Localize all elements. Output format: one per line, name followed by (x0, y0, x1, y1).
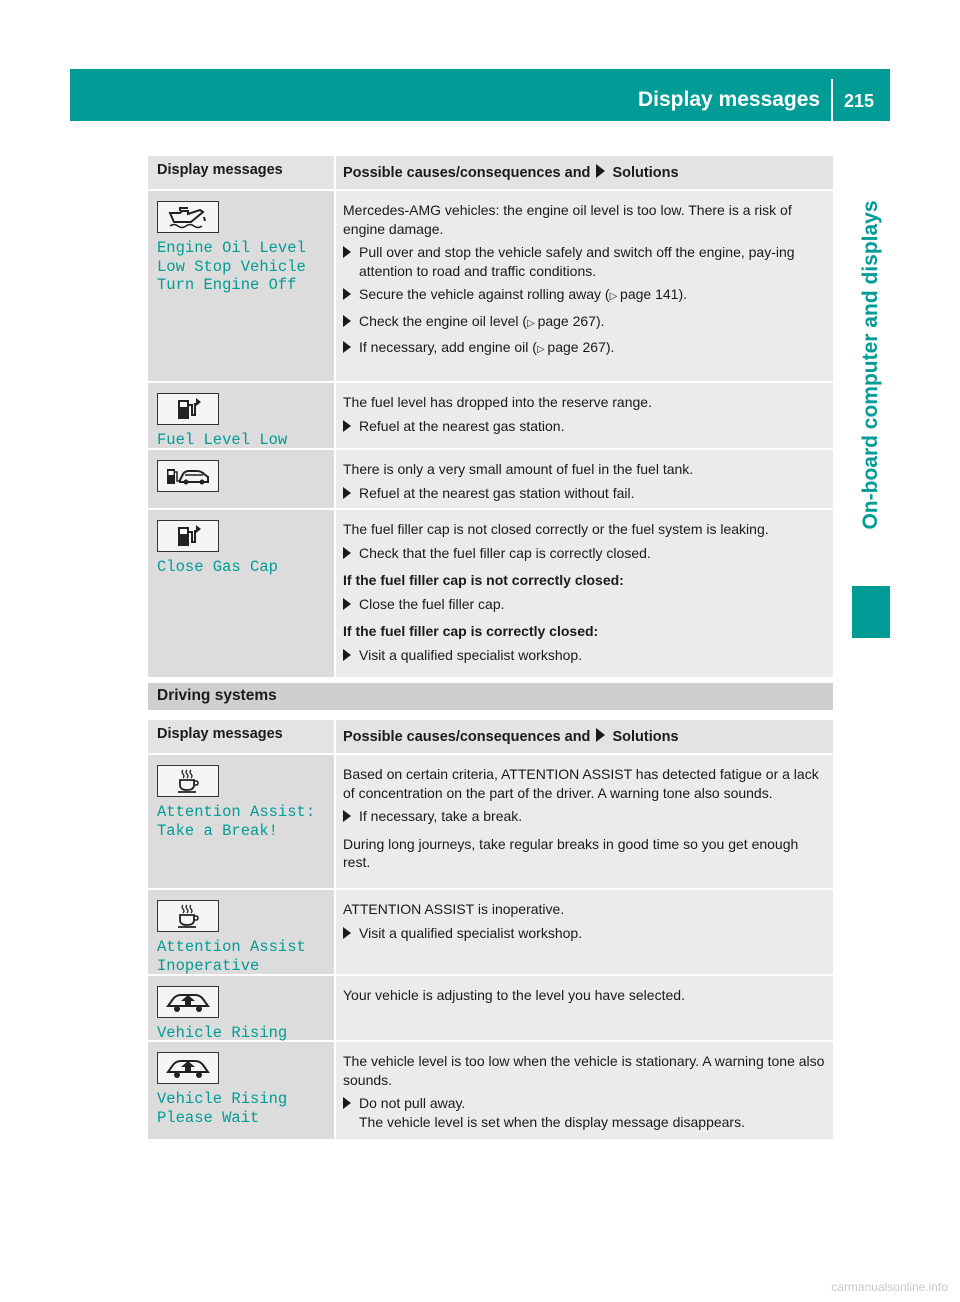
col-header-causes-text: Possible causes/consequences and (343, 165, 591, 181)
cause-text: ATTENTION ASSIST is inoperative. (343, 901, 565, 917)
solution-step (343, 285, 827, 307)
advice-text: During long journeys, take regular breaks in good time so you get enough rest. (343, 835, 799, 870)
step-text-part: If necessary, add engine oil ( (359, 339, 537, 355)
table-row (148, 976, 833, 1042)
page-ref-icon: ▷ (609, 291, 621, 302)
page-ref-icon: ▷ (536, 344, 548, 355)
page-title: Display messages (638, 88, 821, 111)
step-text-line: The vehicle level is set when the display message disappears. (359, 1113, 745, 1130)
step-text: Refuel at the nearest gas station without fail. (359, 484, 635, 501)
table-display-messages (148, 156, 833, 679)
action-arrow-icon (596, 728, 605, 742)
step-text: Pull over and stop the vehicle safely and switch off the engine, pay-ing attention to road and traffic conditions. (359, 244, 795, 279)
step-text: Visit a qualified specialist workshop. (359, 924, 583, 941)
solution-cell (336, 510, 833, 677)
message-cell (148, 450, 336, 508)
page-reference-link[interactable]: page 267). (547, 339, 615, 355)
action-arrow-icon (343, 544, 359, 564)
fuel-pump-icon (157, 520, 219, 552)
solution-step (343, 646, 827, 666)
display-message-text: Attention Assist Inoperative (157, 938, 306, 975)
display-message-text: Attention Assist: Take a Break! (157, 803, 316, 840)
message-cell (148, 976, 336, 1040)
solution-cell (336, 450, 833, 508)
col-header-causes (336, 156, 833, 189)
action-arrow-icon (596, 164, 605, 178)
page-reference-link[interactable]: page 267). (537, 312, 605, 329)
display-message-text: Close Gas Cap (157, 558, 278, 576)
col-header-display-messages: Display messages (148, 156, 336, 189)
action-arrow-icon (343, 312, 359, 334)
table-row (148, 450, 833, 510)
table-header-row (148, 720, 833, 755)
table-header-row (148, 156, 833, 191)
table-row (148, 510, 833, 679)
footer-watermark: carmanualsonline.info (831, 1280, 948, 1294)
display-message-text: Engine Oil Level Low Stop Vehicle Turn Engine Off (157, 239, 306, 294)
side-marker (852, 586, 890, 638)
condition-heading: If the fuel filler cap is correctly closed: (343, 623, 599, 639)
cause-text: Based on certain criteria, ATTENTION ASSIST has detected fatigue or a lack of concentration on the part of the driver. A warning tone also sounds. (343, 766, 819, 801)
step-text-part: Check the engine oil level ( (359, 312, 528, 329)
cause-text: There is only a very small amount of fuel in the fuel tank. (343, 461, 694, 477)
solution-step (343, 1094, 827, 1131)
action-arrow-icon (343, 1094, 359, 1131)
table-row (148, 890, 833, 976)
solution-cell (336, 755, 833, 888)
action-arrow-icon (343, 285, 359, 307)
display-message-text: Vehicle Rising (157, 1024, 288, 1042)
display-message-text: Fuel Level Low (157, 431, 288, 449)
solution-step (343, 544, 827, 564)
col-header-solutions: Solutions (612, 729, 679, 745)
action-arrow-icon (343, 417, 359, 437)
section-title: Driving systems (157, 687, 277, 704)
action-arrow-icon (343, 807, 359, 827)
solution-step (343, 243, 827, 280)
fuel-car-icon (157, 460, 219, 492)
page-number: 215 (844, 91, 875, 111)
step-text (359, 285, 687, 307)
action-arrow-icon (343, 595, 359, 615)
step-text (359, 312, 605, 334)
step-text (359, 1094, 745, 1131)
table-row (148, 191, 833, 383)
action-arrow-icon (343, 243, 359, 280)
solution-step (343, 312, 827, 334)
cause-text: The fuel filler cap is not closed correctly or the fuel system is leaking. (343, 521, 769, 537)
coffee-cup-icon (157, 900, 219, 932)
step-text: Refuel at the nearest gas station. (359, 417, 565, 434)
display-message-text: Vehicle Rising Please Wait (157, 1090, 288, 1127)
cause-text: Your vehicle is adjusting to the level you have selected. (343, 987, 685, 1003)
table-row (148, 755, 833, 890)
side-label-text: On-board computer and displays (859, 200, 882, 530)
action-arrow-icon (343, 924, 359, 944)
page-header (70, 69, 890, 121)
solution-step (343, 484, 827, 504)
section-heading-bar (148, 683, 833, 710)
condition-heading: If the fuel filler cap is not correctly closed: (343, 572, 624, 588)
step-text-part: Secure the vehicle against rolling away ( (359, 286, 610, 302)
cause-text: The vehicle level is too low when the vehicle is stationary. A warning tone also sounds. (343, 1053, 825, 1088)
step-text: Visit a qualified specialist workshop. (359, 646, 583, 663)
message-cell (148, 510, 336, 677)
fuel-pump-icon (157, 393, 219, 425)
action-arrow-icon (343, 338, 359, 360)
solution-step (343, 338, 827, 360)
solution-cell (336, 890, 833, 974)
col-header-causes (336, 720, 833, 753)
cause-text: Mercedes-AMG vehicles: the engine oil level is too low. There is a risk of engine damage. (343, 202, 792, 237)
solution-cell (336, 976, 833, 1040)
page-reference-link[interactable]: page 141). (620, 286, 687, 302)
vehicle-level-icon (157, 986, 219, 1018)
action-arrow-icon (343, 646, 359, 666)
col-header-display-messages: Display messages (148, 720, 336, 753)
table-row (148, 383, 833, 450)
solution-step (343, 807, 827, 827)
step-text-line: Do not pull away. (359, 1095, 466, 1111)
solution-step (343, 595, 827, 615)
side-chapter-label (852, 145, 890, 585)
header-divider (831, 79, 833, 121)
vehicle-level-icon (157, 1052, 219, 1084)
table-driving-systems (148, 720, 833, 1141)
message-cell (148, 1042, 336, 1139)
action-arrow-icon (343, 484, 359, 504)
col-header-causes-text: Possible causes/consequences and (343, 729, 591, 745)
message-cell (148, 191, 336, 381)
step-text: Close the fuel filler cap. (359, 595, 505, 612)
cause-text: The fuel level has dropped into the reserve range. (343, 394, 652, 410)
solution-cell (336, 1042, 833, 1139)
solution-cell (336, 383, 833, 448)
coffee-cup-icon (157, 765, 219, 797)
step-text (359, 338, 614, 360)
table-row (148, 1042, 833, 1141)
oil-can-icon (157, 201, 219, 233)
solution-cell (336, 191, 833, 381)
page-ref-icon: ▷ (527, 317, 538, 329)
message-cell (148, 383, 336, 448)
message-cell (148, 890, 336, 974)
message-cell (148, 755, 336, 888)
step-text: If necessary, take a break. (359, 808, 523, 824)
step-text: Check that the fuel filler cap is correctly closed. (359, 544, 651, 561)
col-header-solutions: Solutions (612, 165, 679, 181)
solution-step (343, 924, 827, 944)
solution-step (343, 417, 827, 437)
